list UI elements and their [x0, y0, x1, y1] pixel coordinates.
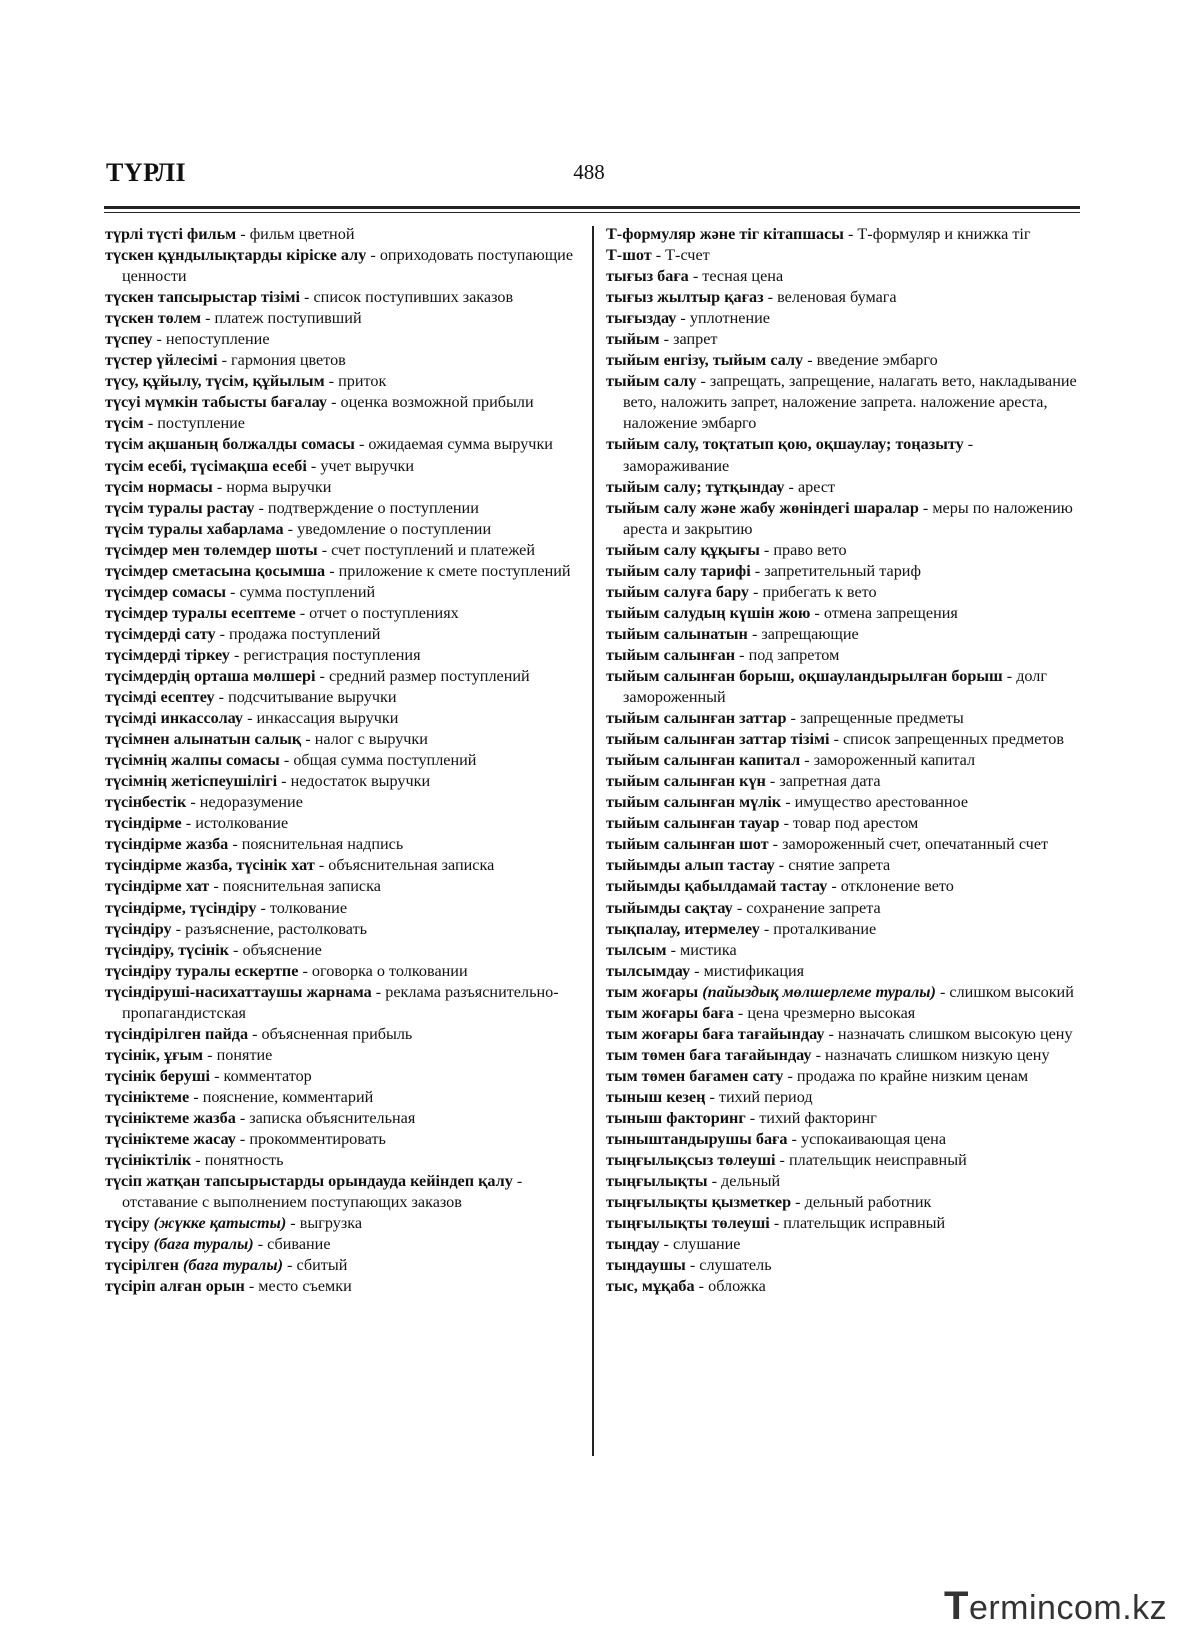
entry-term: тыйым	[606, 330, 660, 349]
dictionary-entry: тыныштандырушы баға - успокаивающая цена	[606, 1130, 947, 1149]
entry-definition: выгрузка	[299, 1214, 363, 1233]
entry-term: Т-шот	[606, 246, 652, 265]
entry-definition: прокомментировать	[249, 1130, 386, 1149]
entry-term: тыңғылықты қызметкер	[606, 1193, 792, 1212]
entry-term: түсімдерді сату	[105, 624, 216, 643]
entry-definition: платеж поступивший	[214, 309, 362, 328]
entry-term: түсім нормасы	[105, 477, 213, 496]
dictionary-entry: түсім туралы растау - подтверждение о поступлении	[105, 498, 479, 517]
entry-definition: Т-формуляр и книжка тіг	[857, 225, 1031, 243]
entry-term: түсінік, ұғым	[105, 1045, 204, 1064]
dictionary-entry: тым жоғары (пайыздық мөлшерлеме туралы) - слишком высокий	[606, 982, 1074, 1001]
entry-definition: запрет	[673, 330, 718, 349]
entry-term: түсірілген	[105, 1256, 179, 1275]
dictionary-entry: түсіндірме, түсіндіру - толкование	[105, 898, 348, 917]
dictionary-entry: тыйым салынған - под запретом	[606, 645, 840, 664]
entry-definition: регистрация поступления	[243, 645, 421, 664]
entry-definition: товар под арестом	[793, 814, 919, 833]
dictionary-entry: тықпалау, итермелеу - проталкивание	[606, 919, 877, 938]
entry-term: түсімнен алынатын салық	[105, 730, 302, 749]
dictionary-entry: түсіндірілген пайда - объясненная прибыль	[105, 1024, 413, 1043]
entry-term: тыйым салынатын	[606, 624, 748, 643]
entry-term: тыңдау	[606, 1235, 660, 1254]
dictionary-entry: түсініктілік - понятность	[105, 1151, 284, 1170]
entry-term: тыныш факторинг	[606, 1108, 746, 1127]
dictionary-entry: түсім есебі, түсімақша есебі - учет выручки	[105, 456, 415, 475]
entry-term: түсімдерді тіркеу	[105, 645, 230, 664]
dictionary-entry: түсіріп алған орын - место съемки	[105, 1277, 352, 1296]
entry-definition: замороженный капитал	[813, 751, 976, 770]
dictionary-entry: тығыз баға - тесная цена	[606, 267, 784, 286]
entry-term: түсіндірме, түсіндіру	[105, 898, 257, 917]
dictionary-entry: тыйым салу; тұтқындау - арест	[606, 477, 836, 496]
entry-definition: объясненная прибыль	[261, 1024, 413, 1043]
column-divider	[592, 226, 594, 1456]
dictionary-entry: түсімдерді сату - продажа поступлений	[105, 624, 381, 643]
dictionary-entry: түсуі мүмкін табысты бағалау - оценка возможной прибыли	[105, 393, 534, 412]
dictionary-entry: тыңғылықсыз төлеуші - плательщик неисправный	[606, 1151, 967, 1170]
dictionary-entry: тығыздау - уплотнение	[606, 309, 770, 328]
entry-term: түсім есебі, түсімақша есебі	[105, 456, 307, 475]
entry-definition: слушатель	[699, 1256, 772, 1275]
dictionary-entry: тыйым салынған күн - запретная дата	[606, 772, 881, 791]
entry-term: тыйым салуға бару	[606, 582, 749, 601]
entry-term: тылсым	[606, 940, 667, 959]
entry-term: түрлі түсті фильм	[105, 225, 237, 243]
entry-term: түсіндіру	[105, 919, 172, 938]
entry-definition: имущество арестованное	[794, 793, 969, 812]
entry-term: тыйым салынған	[606, 645, 736, 664]
entry-term: тығыз жылтыр қағаз	[606, 288, 764, 307]
entry-definition: список запрещенных предметов	[843, 730, 1064, 749]
entry-definition: пояснение, комментарий	[202, 1087, 374, 1106]
dictionary-entry: тыйым салу тарифі - запретительный тариф	[606, 561, 921, 580]
entry-term: тыйым салу және жабу жөніндегі шаралар	[606, 498, 919, 517]
entry-term: түсім туралы растау	[105, 498, 255, 517]
entry-term: тыйым енгізу, тыйым салу	[606, 351, 804, 370]
entry-definition: сбитый	[296, 1256, 348, 1275]
dictionary-entry: түсінік беруші - комментатор	[105, 1066, 312, 1085]
entry-term: түсініктеме жазба	[105, 1108, 236, 1127]
entry-term: Т-формуляр және тіг кітапшасы	[606, 225, 844, 243]
dictionary-entry: түсімді есептеу - подсчитывание выручки	[105, 688, 397, 707]
entry-term: түсініктеме жасау	[105, 1130, 236, 1149]
entry-definition: сохранение запрета	[746, 898, 881, 917]
entry-definition: место съемки	[258, 1277, 352, 1296]
dictionary-entry: Т-шот - Т-счет	[606, 246, 710, 265]
entry-term: түсіндірме хат	[105, 877, 210, 896]
entry-definition: средний размер поступлений	[328, 666, 530, 685]
dictionary-entry: түсімді инкассолау - инкассация выручки	[105, 709, 399, 728]
dictionary-entry: түскен құндылықтарды кіріске алу - оприходовать поступающие ценности	[105, 246, 574, 286]
entry-term: түсінік беруші	[105, 1066, 211, 1085]
entry-term: тыйым салу тарифі	[606, 561, 751, 580]
left-column	[105, 224, 575, 1297]
entry-definition: назначать слишком высокую цену	[837, 1024, 1073, 1043]
entry-definition: сумма поступлений	[239, 582, 376, 601]
entry-definition: дельный	[721, 1172, 781, 1191]
entry-term: түсіндіру туралы ескертпе	[105, 961, 299, 980]
dictionary-entry: түсімдерді тіркеу - регистрация поступления	[105, 645, 421, 664]
entry-term: тыйым салу	[606, 372, 697, 391]
entry-definition: объяснительная записка	[328, 856, 495, 875]
entry-definition: слушание	[672, 1235, 741, 1254]
dictionary-entry: түсіндірме хат - пояснительная записка	[105, 877, 381, 896]
dictionary-entry: түсу, құйылу, түсім, құйылым - приток	[105, 372, 387, 391]
entry-definition: подтверждение о поступлении	[267, 498, 479, 517]
entry-definition: запрещенные предметы	[799, 709, 964, 728]
entry-term: түсімдер сметасына қосымша	[105, 561, 326, 580]
entry-definition: введение эмбарго	[816, 351, 938, 370]
dictionary-entry: түстер үйлесімі - гармония цветов	[105, 351, 346, 370]
dictionary-entry: тыйым салу құқығы - право вето	[606, 540, 847, 559]
entry-definition: истолкование	[195, 814, 289, 833]
entry-term: түсім туралы хабарлама	[105, 519, 284, 538]
entry-definition: запретительный тариф	[764, 561, 921, 580]
entry-definition: приток	[338, 372, 387, 391]
entry-term: тыйымды қабылдамай тастау	[606, 877, 828, 896]
entry-definition: объяснение	[242, 940, 322, 959]
entry-definition: отклонение вето	[840, 877, 954, 896]
entry-definition: сбивание	[267, 1235, 331, 1254]
entry-definition: тихий факторинг	[759, 1108, 877, 1127]
entry-term: тыйым салынған тауар	[606, 814, 780, 833]
entry-definition: инкассация выручки	[256, 709, 399, 728]
dictionary-entry: тылсым - мистика	[606, 940, 737, 959]
entry-definition: оценка возможной прибыли	[340, 393, 534, 412]
entry-definition: снятие запрета	[788, 856, 891, 875]
entry-term: түсінбестік	[105, 793, 187, 812]
dictionary-entry: түсімдер мен төлемдер шоты - счет поступлений и платежей	[105, 540, 536, 559]
dictionary-entry: түсіндіру, түсінік - объяснение	[105, 940, 322, 959]
entry-definition: реклама разъяснительно-пропагандистская	[122, 982, 559, 1022]
entry-definition: уведомление о поступлении	[297, 519, 492, 538]
entry-term: тым төмен бағамен сату	[606, 1066, 784, 1085]
dictionary-entry: тыйымды сақтау - сохранение запрета	[606, 898, 881, 917]
entry-definition: недостаток выручки	[290, 772, 431, 791]
entry-definition: фильм цветной	[249, 225, 355, 243]
entry-definition: право вето	[773, 540, 847, 559]
dictionary-entry: түсіндірме - истолкование	[105, 814, 289, 833]
entry-term: түсіру	[105, 1214, 150, 1233]
dictionary-entry: түсімдердің орташа мөлшері - средний размер поступлений	[105, 666, 530, 685]
entry-term: тыйым салынған борыш, оқшауландырылған борыш	[606, 666, 1003, 685]
entry-definition: назначать слишком низкую цену	[825, 1045, 1050, 1064]
entry-definition: непоступление	[165, 330, 270, 349]
dictionary-entry: түсімнің жетіспеушілігі - недостаток выручки	[105, 772, 431, 791]
entry-definition: оприходовать поступающие ценности	[122, 246, 574, 286]
entry-term: түсу, құйылу, түсім, құйылым	[105, 372, 325, 391]
dictionary-entry: түсініктеме жазба - записка объяснительная	[105, 1108, 416, 1127]
entry-definition: тесная цена	[702, 267, 784, 286]
entry-term: тыйым салынған заттар тізімі	[606, 730, 830, 749]
entry-note: (жүкке қатысты)	[153, 1214, 287, 1233]
dictionary-entry: тыйым салу, тоқтатып қою, оқшаулау; тоңазыту - замораживание	[606, 435, 974, 475]
entry-definition: замороженный счет, опечатанный счет	[782, 835, 1049, 854]
dictionary-entry: тыйым салынған капитал - замороженный капитал	[606, 751, 976, 770]
entry-term: тыйымды сақтау	[606, 898, 733, 917]
entry-term: тыйым салынған шот	[606, 835, 769, 854]
entry-term: тыңдаушы	[606, 1256, 686, 1275]
dictionary-entry: түсіндіру - разъяснение, растолковать	[105, 919, 368, 938]
entry-term: түсімдердің орташа мөлшері	[105, 666, 316, 685]
dictionary-entry: тым жоғары баға тағайындау - назначать слишком высокую цену	[606, 1024, 1073, 1043]
entry-term: тығыз баға	[606, 267, 689, 286]
dictionary-entry: тым төмен бағамен сату - продажа по крайне низким ценам	[606, 1066, 1029, 1085]
entry-note: (баға туралы)	[183, 1256, 283, 1275]
entry-definition: успокаивающая цена	[800, 1130, 947, 1149]
entry-term: тым жоғары	[606, 982, 699, 1001]
entry-definition: поступление	[157, 414, 245, 433]
entry-term: түсіндірілген пайда	[105, 1024, 249, 1043]
dictionary-entry: түрлі түсті фильм - фильм цветной	[105, 225, 355, 243]
dictionary-entry: тыйымды қабылдамай тастау - отклонение вето	[606, 877, 954, 896]
entry-term: тыныштандырушы баға	[606, 1130, 788, 1149]
dictionary-entry: тыйым енгізу, тыйым салу - введение эмбарго	[606, 351, 938, 370]
entry-definition: под запретом	[748, 645, 840, 664]
entry-term: тыйым салу; тұтқындау	[606, 477, 785, 496]
entry-definition: замораживание	[623, 456, 730, 475]
dictionary-entry: тылсымдау - мистификация	[606, 961, 805, 980]
entry-term: түсімдер туралы есептеме	[105, 603, 296, 622]
dictionary-entry: тыңдаушы - слушатель	[606, 1256, 772, 1275]
entry-definition: продажа поступлений	[229, 624, 381, 643]
entry-term: түсімдер сомасы	[105, 582, 226, 601]
entry-term: түскен тапсырыстар тізімі	[105, 288, 300, 307]
entry-definition: отчет о поступлениях	[309, 603, 459, 622]
entry-definition: запретная дата	[779, 772, 881, 791]
entry-definition: норма выручки	[226, 477, 332, 496]
entry-definition: список поступивших заказов	[313, 288, 514, 307]
dictionary-entry: түсім - поступление	[105, 414, 245, 433]
dictionary-entry: түсімдер сметасына қосымша - приложение к смете поступлений	[105, 561, 571, 580]
dictionary-entry: түсініктеме жасау - прокомментировать	[105, 1130, 386, 1149]
dictionary-entry: түсім нормасы - норма выручки	[105, 477, 332, 496]
entry-definition: меры по наложению ареста и закрытию	[623, 498, 1073, 538]
entry-definition: понятие	[216, 1045, 273, 1064]
dictionary-entry: тыңдау - слушание	[606, 1235, 741, 1254]
header-rule-thin	[104, 212, 1080, 213]
entry-definition: гармония цветов	[231, 351, 346, 370]
entry-term: тыйым салынған капитал	[606, 751, 801, 770]
entry-term: тыйым салынған күн	[606, 772, 766, 791]
entry-term: тыйымды алып тастау	[606, 856, 775, 875]
dictionary-entry: тыйымды алып тастау - снятие запрета	[606, 856, 891, 875]
entry-definition: проталкивание	[773, 919, 877, 938]
entry-term: тым жоғары баға	[606, 1003, 734, 1022]
dictionary-entry: түспеу - непоступление	[105, 330, 270, 349]
entry-definition: Т-счет	[665, 246, 710, 265]
dictionary-entry: түсімнің жалпы сомасы - общая сумма поступлений	[105, 751, 477, 770]
right-column	[606, 224, 1081, 1297]
dictionary-entry: түсімнен алынатын салық - налог с выручки	[105, 730, 428, 749]
entry-definition: недоразумение	[199, 793, 303, 812]
entry-term: түсімді есептеу	[105, 688, 215, 707]
dictionary-entry: түсімдер сомасы - сумма поступлений	[105, 582, 376, 601]
dictionary-entry: түсім ақшаның болжалды сомасы - ожидаемая сумма выручки	[105, 435, 553, 454]
entry-definition: учет выручки	[320, 456, 415, 475]
page-number: 488	[573, 160, 605, 184]
entry-definition: отставание с выполнением поступающих заказов	[122, 1193, 462, 1212]
entry-definition: цена чрезмерно высокая	[747, 1003, 916, 1022]
entry-term: тыйым салу, тоқтатып қою, оқшаулау; тоңазыту	[606, 435, 964, 454]
entry-definition: слишком высокий	[949, 982, 1074, 1001]
terminkom-watermark: Termincom.kz	[944, 1584, 1168, 1628]
entry-term: түсініктілік	[105, 1151, 192, 1170]
dictionary-entry: тыйым салынған заттар тізімі - список запрещенных предметов	[606, 730, 1064, 749]
entry-definition: пояснительная надпись	[241, 835, 404, 854]
entry-term: түсіндірме жазба	[105, 835, 229, 854]
dictionary-entry: тыңғылықты қызметкер - дельный работник	[606, 1193, 932, 1212]
entry-definition: ожидаемая сумма выручки	[368, 435, 553, 454]
dictionary-entry: түсінік, ұғым - понятие	[105, 1045, 273, 1064]
entry-definition: арест	[797, 477, 836, 496]
entry-term: түсім ақшаның болжалды сомасы	[105, 435, 355, 454]
entry-definition: комментатор	[223, 1066, 312, 1085]
entry-definition: записка объяснительная	[249, 1108, 416, 1127]
entry-term: түсіндірме	[105, 814, 182, 833]
entry-term: түспеу	[105, 330, 153, 349]
entry-note: (пайыздық мөлшерлеме туралы)	[702, 982, 936, 1001]
entry-term: тыйым салудың күшін жою	[606, 603, 811, 622]
entry-term: түсімнің жетіспеушілігі	[105, 772, 278, 791]
dictionary-entry: түсімдер туралы есептеме - отчет о поступлениях	[105, 603, 459, 622]
entry-definition: оговорка о толковании	[311, 961, 468, 980]
dictionary-entry: тыйым - запрет	[606, 330, 718, 349]
dictionary-entry: тым жоғары баға - цена чрезмерно высокая	[606, 1003, 916, 1022]
entry-term: тығыздау	[606, 309, 677, 328]
dictionary-entry: тыныш кезең - тихий период	[606, 1087, 813, 1106]
dictionary-entry: тыйым салынған шот - замороженный счет, опечатанный счет	[606, 835, 1049, 854]
entry-definition: приложение к смете поступлений	[338, 561, 571, 580]
entry-term: тыңғылықты төлеуші	[606, 1214, 770, 1233]
entry-term: тыйым салу құқығы	[606, 540, 760, 559]
dictionary-entry: түскен төлем - платеж поступивший	[105, 309, 362, 328]
dictionary-entry: түсініктеме - пояснение, комментарий	[105, 1087, 374, 1106]
header-rule	[104, 206, 1080, 209]
dictionary-entry: түсіндірме жазба - пояснительная надпись	[105, 835, 404, 854]
entry-term: түсіру	[105, 1235, 150, 1254]
running-header-word: ТҮРЛІ	[106, 158, 187, 187]
dictionary-entry: Т-формуляр және тіг кітапшасы - Т-формуляр и книжка тіг	[606, 225, 1031, 243]
entry-definition: долг замороженный	[623, 666, 1048, 707]
entry-definition: разъяснение, растолковать	[185, 919, 368, 938]
entry-term: түсіндіруші-насихаттаушы жарнама	[105, 982, 372, 1001]
entry-definition: обложка	[708, 1277, 766, 1296]
entry-term: түсім	[105, 414, 144, 433]
entry-definition: пояснительная записка	[222, 877, 381, 896]
entry-term: тыйым салынған заттар	[606, 709, 787, 728]
entry-term: тылсымдау	[606, 961, 691, 980]
entry-term: түсімнің жалпы сомасы	[105, 751, 280, 770]
entry-definition: понятность	[204, 1151, 284, 1170]
entry-definition: уплотнение	[689, 309, 770, 328]
entry-term: тыныш кезең	[606, 1087, 706, 1106]
dictionary-entry: тыйым салу - запрещать, запрещение, налагать вето, накладывание вето, наложить запрет, наложение запрета. наложение ареста, наложение эмбарго	[606, 372, 1077, 433]
entry-definition: общая сумма поступлений	[293, 751, 477, 770]
entry-term: түсініктеме	[105, 1087, 190, 1106]
entry-definition: запрещающие	[761, 624, 859, 643]
dictionary-entry: тыс, мұқаба - обложка	[606, 1277, 766, 1296]
dictionary-entry: тыныш факторинг - тихий факторинг	[606, 1108, 877, 1127]
dictionary-entry: тыңғылықты - дельный	[606, 1172, 781, 1191]
dictionary-entry: тыйым салынған заттар - запрещенные предметы	[606, 709, 964, 728]
entry-definition: подсчитывание выручки	[228, 688, 397, 707]
entry-definition: мистика	[680, 940, 737, 959]
entry-definition: налог с выручки	[314, 730, 428, 749]
entry-term: тыңғылықсыз төлеуші	[606, 1151, 776, 1170]
entry-definition: мистификация	[703, 961, 805, 980]
entry-term: тым жоғары баға тағайындау	[606, 1024, 825, 1043]
entry-definition: отмена запрещения	[823, 603, 958, 622]
entry-term: түскен құндылықтарды кіріске алу	[105, 246, 367, 265]
dictionary-entry: тыңғылықты төлеуші - плательщик исправный	[606, 1214, 946, 1233]
entry-term: түсімді инкассолау	[105, 709, 244, 728]
dictionary-entry: тыйым салуға бару - прибегать к вето	[606, 582, 877, 601]
dictionary-entry: түсіндіру туралы ескертпе - оговорка о толковании	[105, 961, 468, 980]
entry-definition: плательщик исправный	[783, 1214, 946, 1233]
entry-definition: толкование	[269, 898, 348, 917]
entry-term: түсімдер мен төлемдер шоты	[105, 540, 318, 559]
entry-term: тықпалау, итермелеу	[606, 919, 760, 938]
dictionary-entry: тығыз жылтыр қағаз - веленовая бумага	[606, 288, 897, 307]
dictionary-entry: түсіру (баға туралы) - сбивание	[105, 1235, 331, 1254]
dictionary-entry: тыйым салынған мүлік - имущество арестованное	[606, 793, 969, 812]
entry-term: тыс, мұқаба	[606, 1277, 695, 1296]
entry-term: түсіндіру, түсінік	[105, 940, 229, 959]
entry-term: түсуі мүмкін табысты бағалау	[105, 393, 328, 412]
dictionary-entry: тыйым салынған борыш, оқшауландырылған борыш - долг замороженный	[606, 666, 1048, 707]
entry-definition: веленовая бумага	[777, 288, 897, 307]
entry-term: тыйым салынған мүлік	[606, 793, 782, 812]
entry-definition: плательщик неисправный	[788, 1151, 967, 1170]
dictionary-entry: тым төмен баға тағайындау - назначать слишком низкую цену	[606, 1045, 1050, 1064]
entry-definition: дельный работник	[804, 1193, 932, 1212]
dictionary-entry: тыйым салынған тауар - товар под арестом	[606, 814, 919, 833]
dictionary-entry: түсіп жатқан тапсырыстарды орындауда кейіндеп қалу - отставание с выполнением поступающих заказов	[105, 1172, 523, 1212]
dictionary-entry: тыйым салудың күшін жою - отмена запрещения	[606, 603, 958, 622]
entry-definition: запрещать, запрещение, налагать вето, накладывание вето, наложить запрет, наложение запрета. наложение ареста, наложение эмбарго	[623, 372, 1077, 433]
dictionary-entry: түсіру (жүкке қатысты) - выгрузка	[105, 1214, 363, 1233]
dictionary-entry: түсіндіруші-насихаттаушы жарнама - реклама разъяснительно-пропагандистская	[105, 982, 559, 1022]
entry-term: тым төмен баға тағайындау	[606, 1045, 812, 1064]
entry-term: түскен төлем	[105, 309, 202, 328]
entry-term: түсіндірме жазба, түсінік хат	[105, 856, 315, 875]
dictionary-entry: түсіндірме жазба, түсінік хат - объяснительная записка	[105, 856, 495, 875]
dictionary-entry: түсім туралы хабарлама - уведомление о поступлении	[105, 519, 492, 538]
entry-term: түсіріп алған орын	[105, 1277, 245, 1296]
entry-definition: прибегать к вето	[762, 582, 877, 601]
entry-term: түсіп жатқан тапсырыстарды орындауда кейіндеп қалу	[105, 1172, 513, 1191]
dictionary-entry: түсірілген (баға туралы) - сбитый	[105, 1256, 348, 1275]
entry-definition: счет поступлений и платежей	[331, 540, 536, 559]
entry-term: түстер үйлесімі	[105, 351, 218, 370]
entry-definition: продажа по крайне низким ценам	[796, 1066, 1029, 1085]
dictionary-entry: түсінбестік - недоразумение	[105, 793, 303, 812]
entry-term: тыңғылықты	[606, 1172, 708, 1191]
dictionary-entry: тыйым салынатын - запрещающие	[606, 624, 859, 643]
entry-note: (баға туралы)	[153, 1235, 254, 1254]
dictionary-entry: тыйым салу және жабу жөніндегі шаралар - меры по наложению ареста и закрытию	[606, 498, 1073, 538]
dictionary-entry: түскен тапсырыстар тізімі - список поступивших заказов	[105, 288, 514, 307]
entry-definition: тихий период	[718, 1087, 813, 1106]
